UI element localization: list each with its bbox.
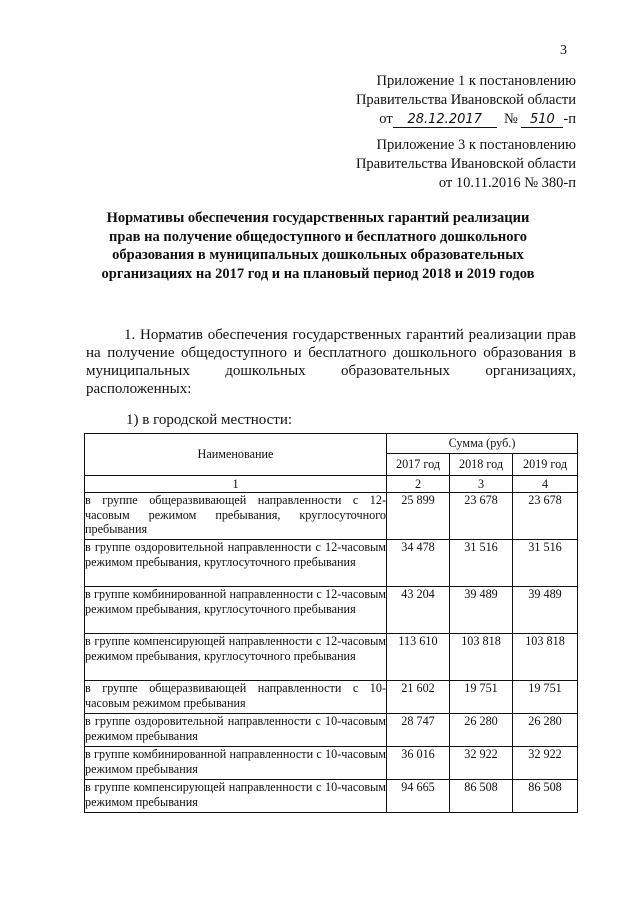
row-value-2017: 21 602 <box>387 681 450 714</box>
table-row <box>85 634 578 681</box>
row-value-2017: 113 610 <box>387 634 450 681</box>
row-value-2017: 28 747 <box>387 714 450 747</box>
table-row <box>85 493 578 540</box>
paragraph-1: 1. Норматив обеспечения государственных гарантий реализации прав на получение общедоступного и бесплатного дошкольного образования в муниципальных дошкольных образовательных организациях, расположенных: <box>86 327 576 397</box>
row-name: в группе комбинированной направленности с 10-часовым режимом пребывания <box>85 747 387 780</box>
appendix-1-line1: Приложение 1 к постановлению <box>376 73 576 89</box>
row-value-2018: 31 516 <box>450 540 513 587</box>
table-row <box>85 681 578 714</box>
appendix-3-line1: Приложение 3 к постановлению <box>376 137 576 153</box>
row-name: в группе оздоровительной направленности с 12-часовым режимом пребывания, круглосуточного пребывания <box>85 540 387 587</box>
page-number: 3 <box>560 43 567 58</box>
row-value-2019: 86 508 <box>513 780 578 813</box>
appendix-1-line2: Правительства Ивановской области <box>355 92 576 108</box>
col-number: 3 <box>450 476 513 493</box>
appendix-3-block <box>356 136 576 193</box>
row-value-2019: 103 818 <box>513 634 578 681</box>
table-row <box>85 747 578 780</box>
table-row <box>85 714 578 747</box>
row-value-2018: 19 751 <box>450 681 513 714</box>
row-value-2017: 94 665 <box>387 780 450 813</box>
row-value-2018: 32 922 <box>450 747 513 780</box>
number-prefix: № <box>503 111 518 127</box>
row-value-2018: 23 678 <box>450 493 513 540</box>
row-value-2017: 25 899 <box>387 493 450 540</box>
number-suffix: -п <box>563 111 576 127</box>
row-name: в группе комбинированной направленности с 12-часовым режимом пребывания, круглосуточного пребывания <box>85 587 387 634</box>
row-value-2017: 36 016 <box>387 747 450 780</box>
appendix-3-line3: от 10.11.2016 № 380-п <box>438 175 576 191</box>
row-value-2019: 39 489 <box>513 587 578 634</box>
col-number: 4 <box>513 476 578 493</box>
header-year-2019: 2019 год <box>513 454 578 476</box>
date-prefix: от <box>379 111 393 127</box>
row-value-2019: 23 678 <box>513 493 578 540</box>
row-value-2017: 43 204 <box>387 587 450 634</box>
table-row <box>85 587 578 634</box>
header-name: Наименование <box>85 434 387 476</box>
handwritten-number: 510 <box>521 113 563 128</box>
row-name: в группе компенсирующей направленности с 10-часовым режимом пребывания <box>85 780 387 813</box>
header-year-2017: 2017 год <box>387 454 450 476</box>
row-name: в группе компенсирующей направленности с 12-часовым режимом пребывания, круглосуточного пребывания <box>85 634 387 681</box>
norms-table <box>84 433 578 813</box>
table-row <box>85 540 578 587</box>
row-value-2018: 39 489 <box>450 587 513 634</box>
col-number: 1 <box>85 476 387 493</box>
row-value-2017: 34 478 <box>387 540 450 587</box>
row-value-2018: 86 508 <box>450 780 513 813</box>
handwritten-date: 28.12.2017 <box>393 113 497 128</box>
row-value-2018: 103 818 <box>450 634 513 681</box>
col-number: 2 <box>387 476 450 493</box>
document-title: Нормативы обеспечения государственных гарантий реализации прав на получение общедоступного и бесплатного дошкольного образования в муниципальных дошкольных образовательных организациях на 2017 год и на плановый период 2018 и 2019 годов <box>101 210 535 282</box>
row-name: в группе оздоровительной направленности с 10-часовым режимом пребывания <box>85 714 387 747</box>
subsection-heading: 1) в городской местности: <box>126 412 293 428</box>
table-row <box>85 780 578 813</box>
row-value-2019: 19 751 <box>513 681 578 714</box>
appendix-3-line2: Правительства Ивановской области <box>355 156 576 172</box>
row-value-2019: 31 516 <box>513 540 578 587</box>
header-sum: Сумма (руб.) <box>387 434 578 454</box>
row-value-2018: 26 280 <box>450 714 513 747</box>
appendix-1-block <box>356 72 576 129</box>
row-value-2019: 32 922 <box>513 747 578 780</box>
row-value-2019: 26 280 <box>513 714 578 747</box>
row-name: в группе общеразвивающей направленности с 12-часовым режимом пребывания, круглосуточного пребывания <box>85 493 387 540</box>
row-name: в группе общеразвивающей направленности с 10-часовым режимом пребывания <box>85 681 387 714</box>
header-year-2018: 2018 год <box>450 454 513 476</box>
appendix-1-date-line <box>356 110 576 129</box>
